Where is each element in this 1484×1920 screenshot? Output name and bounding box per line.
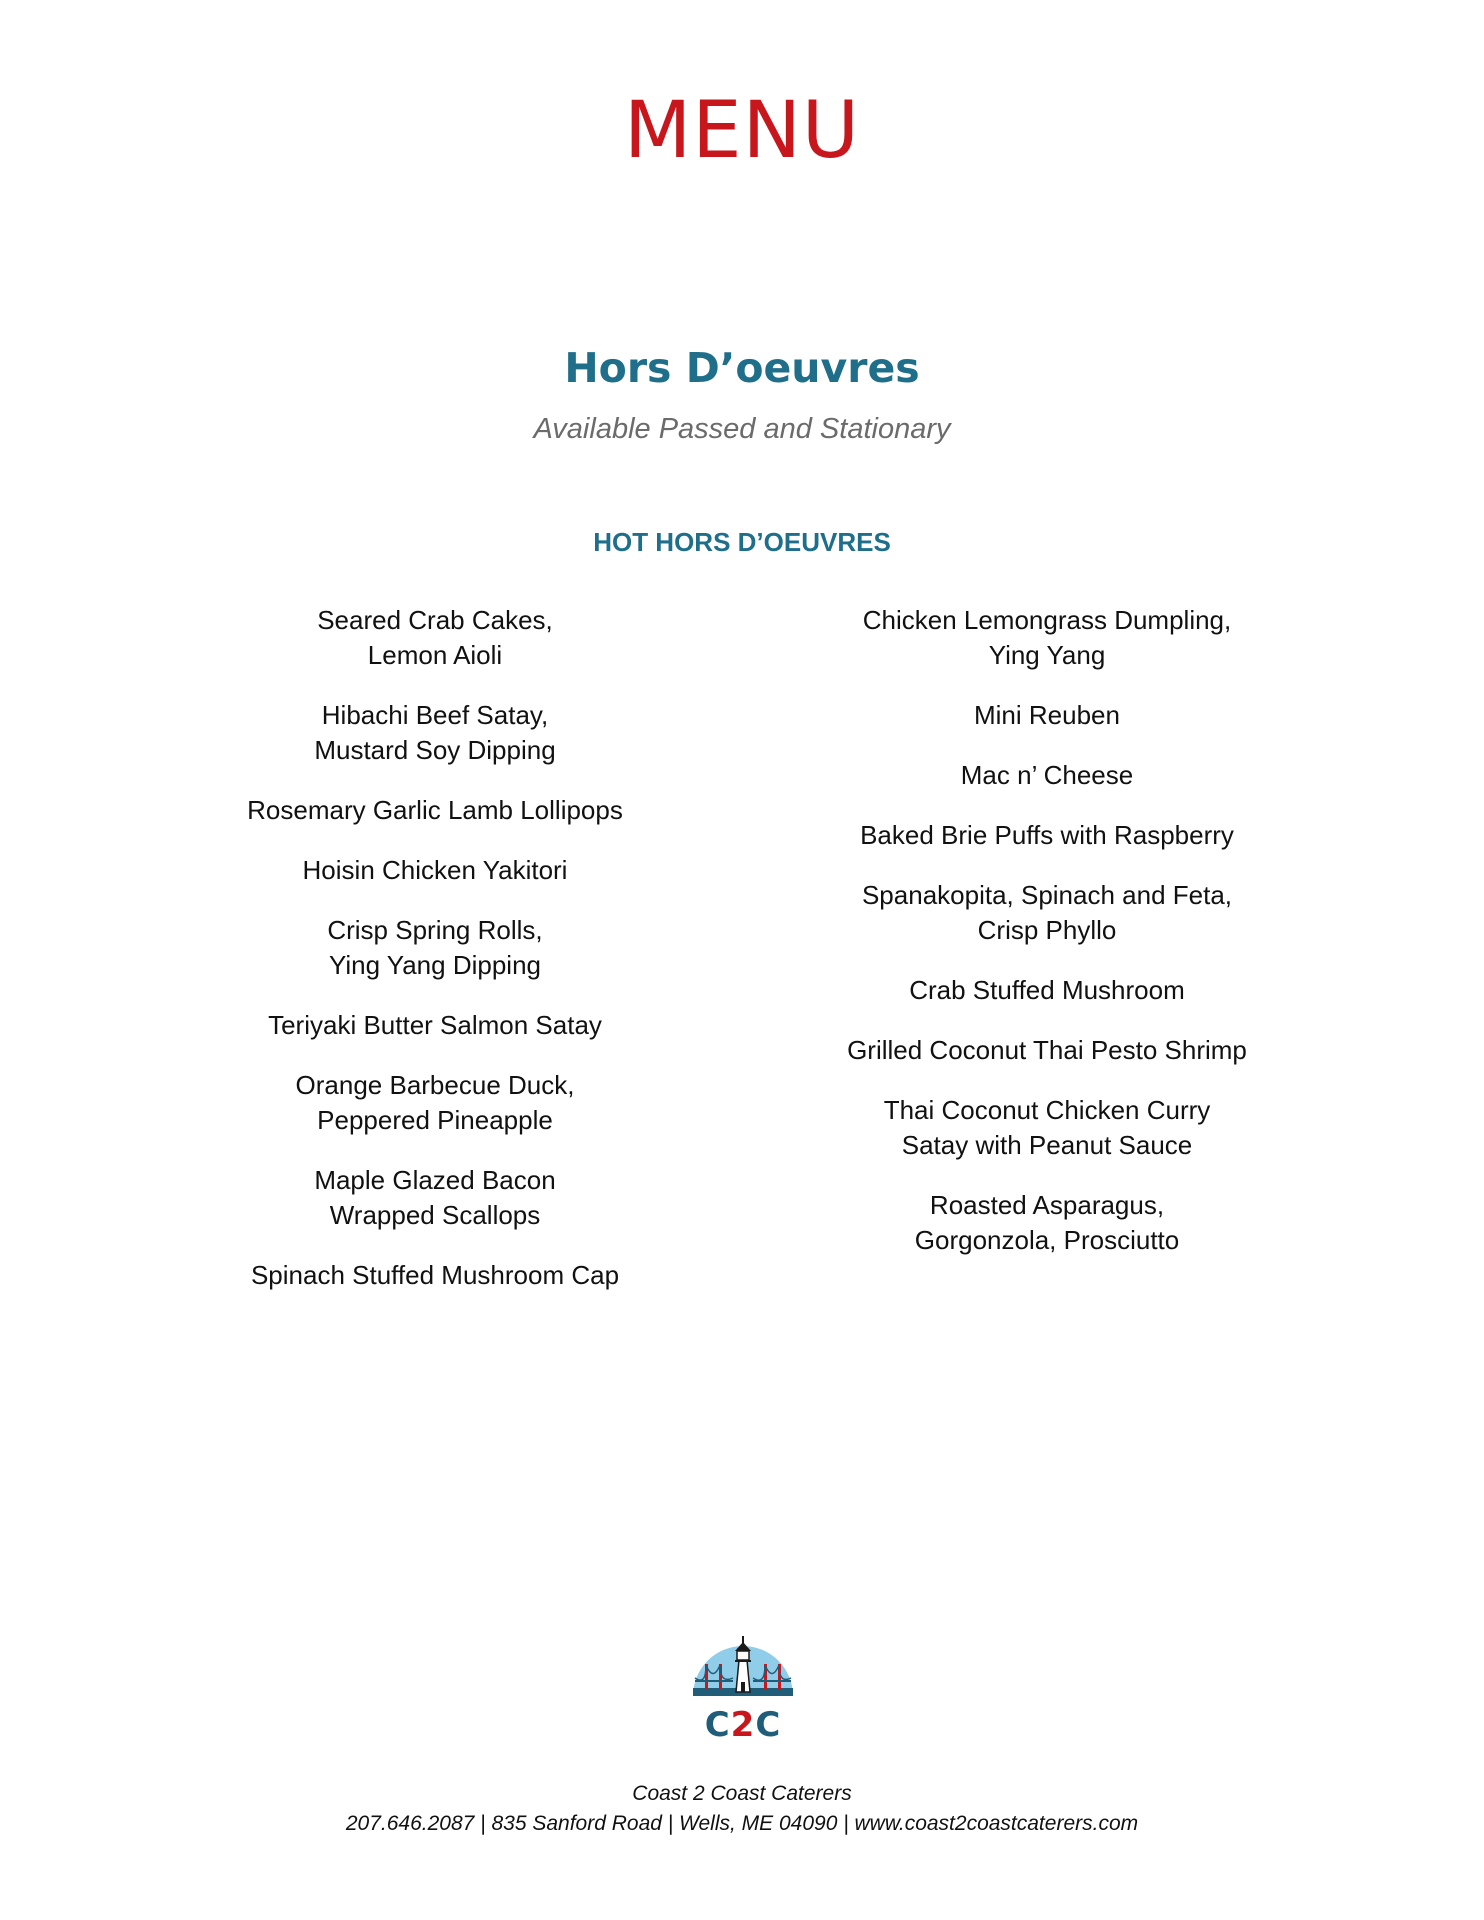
menu-item-line: Rosemary Garlic Lamb Lollipops [247,795,623,825]
section-title: Hors D’oeuvres [564,344,920,392]
menu-item-line: Mustard Soy Dipping [314,735,556,765]
category-heading: HOT HORS D’OEUVRES [593,527,891,557]
menu-item-line: Spanakopita, Spinach and Feta, [861,880,1233,910]
menu-item [135,1008,735,1043]
menu-item-line: Crisp Spring Rolls, [327,915,543,945]
menu-item-line: Maple Glazed Bacon [314,1165,556,1195]
menu-item [747,973,1347,1008]
menu-item-line: Spinach Stuffed Mushroom Cap [250,1260,620,1290]
logo-lighthouse-lamp [737,1651,749,1660]
menu-item [747,758,1347,793]
logo-wordmark [705,1705,782,1742]
menu-item [135,1163,735,1233]
menu-item [747,1093,1347,1163]
menu-item [135,1258,735,1293]
logo-bridge-deck-right [753,1680,791,1682]
menu-item-line: Wrapped Scallops [329,1200,541,1230]
menu-item-line: Roasted Asparagus, [929,1190,1165,1220]
menu-item [135,603,735,673]
menu-item [747,698,1347,733]
menu-item-line: Peppered Pineapple [317,1105,553,1135]
menu-item-line: Chicken Lemongrass Dumpling, [862,605,1232,635]
menu-column-right [747,603,1347,1283]
menu-item-line: Ying Yang [988,640,1106,670]
menu-item-line: Orange Barbecue Duck, [295,1070,575,1100]
menu-item [135,913,735,983]
menu-item-line: Lemon Aioli [367,640,503,670]
footer-company-name: Coast 2 Coast Caterers [632,1782,852,1805]
footer-contact-info: 207.646.2087 | 835 Sanford Road | Wells, ME 04090 | www.coast2coastcaterers.com [345,1812,1139,1835]
logo-letter-c: C [755,1705,782,1742]
menu-item [747,603,1347,673]
menu-item-line: Seared Crab Cakes, [317,605,553,635]
logo-bridge-deck-left [695,1680,733,1682]
menu-item-line: Grilled Coconut Thai Pesto Shrimp [847,1035,1247,1065]
menu-item [747,878,1347,948]
logo-lighthouse-door [741,1682,745,1692]
menu-title: MENU [623,86,861,176]
menu-item [747,1188,1347,1258]
logo-letter-c: C [704,1705,731,1742]
menu-item-line: Baked Brie Puffs with Raspberry [860,820,1234,850]
menu-item-line: Crisp Phyllo [977,915,1117,945]
menu-item-line: Hoisin Chicken Yakitori [302,855,568,885]
menu-item-line: Gorgonzola, Prosciutto [914,1225,1180,1255]
section-subtitle: Available Passed and Stationary [533,413,951,445]
menu-item [135,793,735,828]
menu-item-line: Crab Stuffed Mushroom [909,975,1185,1005]
menu-item [135,698,735,768]
menu-item-line: Mac n’ Cheese [960,760,1134,790]
menu-item [135,853,735,888]
menu-item-line: Satay with Peanut Sauce [901,1130,1193,1160]
logo-letter-2: 2 [730,1705,756,1742]
menu-item [135,1068,735,1138]
menu-item [747,818,1347,853]
menu-item-line: Teriyaki Butter Salmon Satay [268,1010,602,1040]
menu-item [747,1033,1347,1068]
menu-item-line: Mini Reuben [974,700,1120,730]
menu-item-line: Hibachi Beef Satay, [321,700,549,730]
menu-column-left [135,603,735,1318]
menu-item-line: Ying Yang Dipping [328,950,541,980]
lighthouse-bridge-logo-icon [683,1634,803,1742]
logo-lighthouse-rail [735,1660,751,1662]
logo-lighthouse-spire [742,1636,744,1643]
menu-item-line: Thai Coconut Chicken Curry [883,1095,1211,1125]
